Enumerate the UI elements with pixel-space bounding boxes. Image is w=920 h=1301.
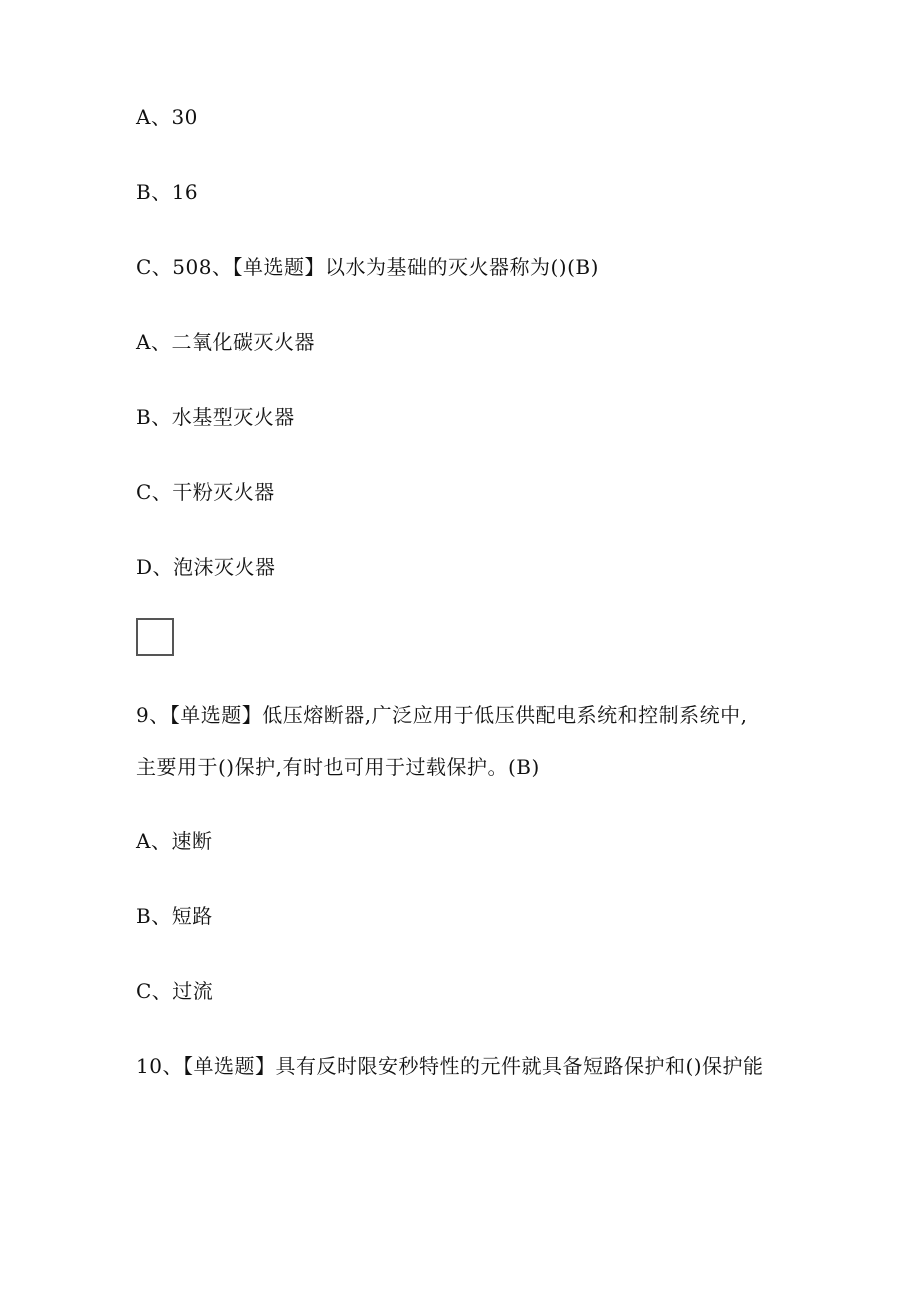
question-9-line-1: 9、【单选题】低压熔断器,广泛应用于低压供配电系统和控制系统中,	[136, 703, 748, 727]
q8-option-a: A、二氧化碳灭火器	[136, 330, 315, 354]
option-b-16: B、16	[136, 180, 199, 204]
q8-option-b: B、水基型灭火器	[136, 405, 295, 429]
q9-option-b: B、短路	[136, 904, 213, 928]
q8-option-d: D、泡沫灭火器	[136, 555, 276, 579]
question-9-line-2: 主要用于()保护,有时也可用于过载保护。(B)	[136, 755, 540, 779]
question-8-line: C、508、【单选题】以水为基础的灭火器称为()(B)	[136, 255, 599, 279]
question-10-line: 10、【单选题】具有反时限安秒特性的元件就具备短路保护和()保护能	[136, 1054, 764, 1078]
answer-checkbox[interactable]	[136, 618, 174, 656]
q9-option-c: C、过流	[136, 979, 214, 1003]
option-a-30: A、30	[136, 105, 198, 129]
q9-option-a: A、速断	[136, 829, 213, 853]
q8-option-c: C、干粉灭火器	[136, 480, 275, 504]
